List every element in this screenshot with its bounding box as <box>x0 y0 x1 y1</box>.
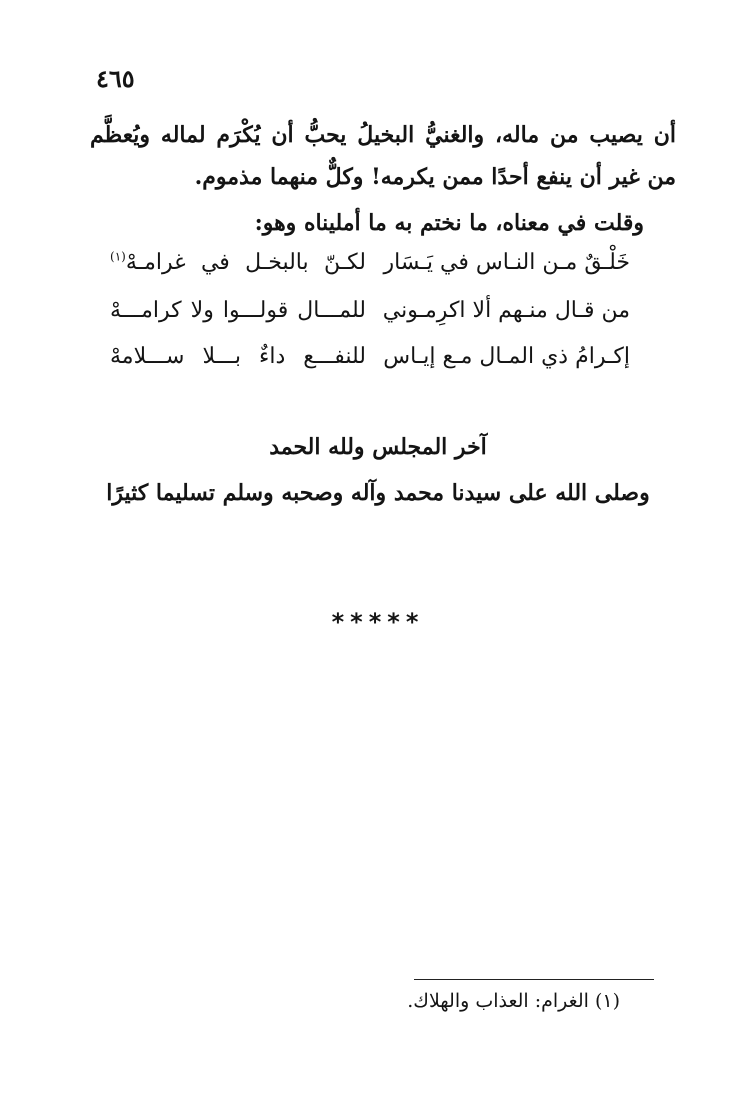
body-paragraph: أن يصيب من ماله، والغنيُّ البخيلُ يحبُّ أن يُكْرَم لماله ويُعظَّم من غير أن ينفع أحدًا ممن يكرمه! وكلٌّ منهما مذموم. <box>90 122 676 190</box>
verse-first-hemistich: إكـرامُ ذي المـال مـع إيـاس <box>383 344 630 369</box>
closing-line: آخر المجلس ولله الحمد <box>269 434 487 460</box>
page-number: ٤٦٥ <box>96 64 135 93</box>
verse-first-hemistich: من قـال منـهم ألا اكرِمـوني <box>382 298 630 323</box>
verse-second-hemistich: للنفـــع داءٌ بـــلا ســـلامهْ <box>110 344 366 369</box>
poem-verse <box>110 298 630 344</box>
verse-second-hemistich: للمـــال قولـــوا ولا كرامـــهْ <box>110 298 366 323</box>
footnote-rule <box>414 979 654 980</box>
verse-second-hemistich <box>110 250 366 275</box>
footnote-marker: (١) <box>110 249 126 264</box>
poem-intro-paragraph: وقلت في معناه، ما نختم به ما أمليناه وهو: <box>254 210 644 236</box>
footnote: (١) الغرام: العذاب والهلاك. <box>407 990 620 1012</box>
verse-first-hemistich: خَلْـقٌ مـن النـاس في يَـسَار <box>383 250 630 275</box>
verse-second-hemistich-text: لكـنّ بالبخـل في غرامـهْ <box>125 250 366 275</box>
poem-verse <box>110 344 630 390</box>
poem-verse <box>110 250 630 296</box>
section-separator: ***** <box>331 608 425 636</box>
closing-prayer: وصلى الله على سيدنا محمد وآله وصحبه وسلم تسليما كثيرًا <box>106 480 650 506</box>
